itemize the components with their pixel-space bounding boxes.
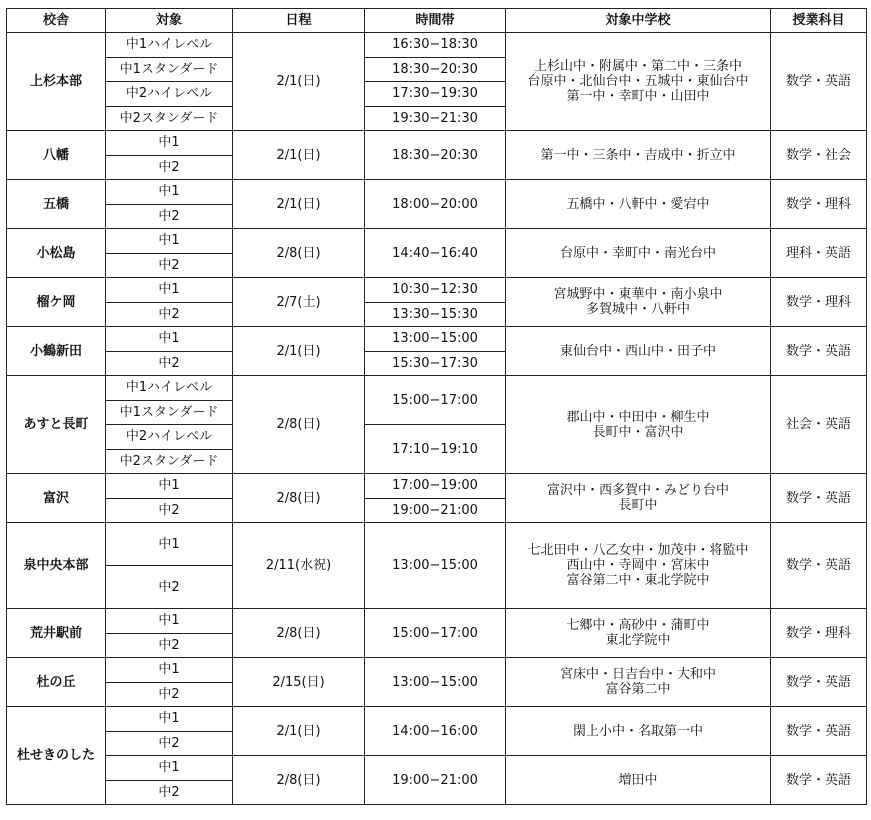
campus-cell: 上杉本部 [7, 33, 106, 131]
school-line: 東仙台中・西山中・田子中 [559, 343, 716, 359]
schools-cell [506, 327, 771, 376]
campus-cell: 小松島 [7, 229, 106, 278]
table-row [7, 376, 867, 401]
school-line: 宮床中・日吉台中・大和中 [559, 667, 716, 682]
school-line: 台原中・幸町中・南光台中 [559, 245, 716, 261]
time-cell: 18:00−20:00 [365, 180, 506, 229]
schools-cell [506, 609, 771, 658]
time-cell: 17:00−19:00 [365, 474, 506, 499]
target-cell: 中2スタンダード [106, 449, 233, 474]
school-line: 第一中・三条中・吉成中・折立中 [540, 147, 736, 163]
target-cell: 中1 [106, 180, 233, 205]
school-line: 長町中 [618, 498, 658, 513]
header-row [7, 9, 867, 33]
target-cell: 中2 [106, 253, 233, 278]
school-line: 七郷中・高砂中・蒲町中 [566, 618, 710, 633]
school-line: 富谷第二中 [605, 682, 671, 697]
school-line: 東北学院中 [605, 633, 671, 648]
table-row [7, 474, 867, 499]
time-cell: 16:30−18:30 [365, 33, 506, 58]
school-line: 第一中・幸町中・山田中 [566, 89, 710, 104]
header-campus: 校舎 [7, 9, 106, 33]
table-row [7, 33, 867, 58]
date-cell: 2/1(日) [233, 131, 365, 180]
campus-cell: 荒井駅前 [7, 609, 106, 658]
time-cell: 18:30−20:30 [365, 57, 506, 82]
time-cell: 13:00−15:00 [365, 523, 506, 609]
header-target: 対象 [106, 9, 233, 33]
time-cell: 19:00−21:00 [365, 756, 506, 805]
school-line: 七北田中・八乙女中・加茂中・将監中 [527, 543, 749, 558]
target-cell: 中1 [106, 474, 233, 499]
table-row [7, 707, 867, 732]
time-cell: 10:30−12:30 [365, 278, 506, 303]
schools-cell [506, 658, 771, 707]
target-cell: 中2ハイレベル [106, 425, 233, 450]
time-cell: 17:10−19:10 [365, 425, 506, 474]
campus-cell: 八幡 [7, 131, 106, 180]
time-cell: 17:30−19:30 [365, 82, 506, 107]
campus-cell: 小鶴新田 [7, 327, 106, 376]
target-cell: 中1 [106, 229, 233, 254]
school-line: 長町中・富沢中 [592, 424, 684, 440]
target-cell: 中1 [106, 756, 233, 781]
campus-cell: 富沢 [7, 474, 106, 523]
campus-cell: 杜の丘 [7, 658, 106, 707]
schools-cell [506, 33, 771, 131]
table-header [7, 9, 867, 33]
target-cell: 中2 [106, 302, 233, 327]
table-row [7, 278, 867, 303]
date-cell: 2/8(日) [233, 376, 365, 474]
subjects-cell: 数学・英語 [771, 327, 867, 376]
target-cell: 中1 [106, 523, 233, 566]
subjects-cell: 数学・理科 [771, 609, 867, 658]
target-cell: 中2 [106, 633, 233, 658]
target-cell: 中2 [106, 682, 233, 707]
table-row [7, 180, 867, 205]
target-cell: 中2 [106, 780, 233, 805]
target-cell: 中1 [106, 278, 233, 303]
subjects-cell: 理科・英語 [771, 229, 867, 278]
time-cell: 19:00−21:00 [365, 498, 506, 523]
table-row [7, 131, 867, 156]
schools-cell [506, 756, 771, 805]
subjects-cell: 数学・社会 [771, 131, 867, 180]
table-row [7, 756, 867, 781]
target-cell: 中1ハイレベル [106, 33, 233, 58]
table-row [7, 609, 867, 634]
subjects-cell: 数学・英語 [771, 33, 867, 131]
date-cell: 2/1(日) [233, 327, 365, 376]
campus-cell: 杜せきのした [7, 707, 106, 805]
subjects-cell: 数学・理科 [771, 180, 867, 229]
subjects-cell: 数学・英語 [771, 658, 867, 707]
school-line: 郡山中・中田中・柳生中 [566, 409, 710, 425]
campus-cell: 泉中央本部 [7, 523, 106, 609]
school-line: 台原中・北仙台中・五城中・東仙台中 [527, 74, 749, 89]
time-cell: 15:00−17:00 [365, 609, 506, 658]
target-cell: 中2ハイレベル [106, 82, 233, 107]
target-cell: 中2 [106, 204, 233, 229]
table-body [7, 33, 867, 805]
school-line: 増田中 [618, 772, 658, 788]
target-cell: 中2 [106, 731, 233, 756]
school-line: 富沢中・西多賀中・みどり台中 [546, 483, 729, 498]
schools-cell [506, 229, 771, 278]
schools-cell [506, 278, 771, 327]
date-cell: 2/15(日) [233, 658, 365, 707]
school-line: 上杉山中・附属中・第二中・三条中 [533, 59, 742, 74]
target-cell: 中1 [106, 609, 233, 634]
time-cell: 13:30−15:30 [365, 302, 506, 327]
target-cell: 中1 [106, 707, 233, 732]
school-line: 宮城野中・東華中・南小泉中 [553, 287, 723, 302]
subjects-cell: 数学・英語 [771, 474, 867, 523]
schools-cell [506, 180, 771, 229]
schools-cell [506, 131, 771, 180]
date-cell: 2/1(日) [233, 33, 365, 131]
target-cell: 中1 [106, 658, 233, 683]
target-cell: 中1スタンダード [106, 400, 233, 425]
time-cell: 19:30−21:30 [365, 106, 506, 131]
schedule-table [6, 8, 867, 805]
table-row [7, 523, 867, 566]
subjects-cell: 社会・英語 [771, 376, 867, 474]
table-row [7, 229, 867, 254]
target-cell: 中1 [106, 131, 233, 156]
time-cell: 14:40−16:40 [365, 229, 506, 278]
header-subjects: 授業科目 [771, 9, 867, 33]
time-cell: 13:00−15:00 [365, 658, 506, 707]
header-schools: 対象中学校 [506, 9, 771, 33]
date-cell: 2/11(水祝) [233, 523, 365, 609]
campus-cell: 五橋 [7, 180, 106, 229]
target-cell: 中2 [106, 498, 233, 523]
subjects-cell: 数学・理科 [771, 278, 867, 327]
time-cell: 14:00−16:00 [365, 707, 506, 756]
date-cell: 2/1(日) [233, 180, 365, 229]
date-cell: 2/8(日) [233, 609, 365, 658]
school-line: 多賀城中・八軒中 [585, 302, 690, 317]
time-cell: 15:00−17:00 [365, 376, 506, 425]
school-line: 閖上小中・名取第一中 [572, 723, 703, 739]
date-cell: 2/8(日) [233, 756, 365, 805]
time-cell: 18:30−20:30 [365, 131, 506, 180]
header-date: 日程 [233, 9, 365, 33]
schools-cell [506, 474, 771, 523]
subjects-cell: 数学・英語 [771, 523, 867, 609]
table-row [7, 327, 867, 352]
target-cell: 中1スタンダード [106, 57, 233, 82]
date-cell: 2/8(日) [233, 229, 365, 278]
subjects-cell: 数学・英語 [771, 707, 867, 756]
header-time: 時間帯 [365, 9, 506, 33]
date-cell: 2/8(日) [233, 474, 365, 523]
school-line: 五橋中・八軒中・愛宕中 [566, 196, 710, 212]
campus-cell: 榴ケ岡 [7, 278, 106, 327]
table-row [7, 658, 867, 683]
target-cell: 中1 [106, 327, 233, 352]
schools-cell [506, 376, 771, 474]
school-line: 西山中・寺岡中・宮床中 [566, 558, 710, 573]
subjects-cell: 数学・英語 [771, 756, 867, 805]
schools-cell [506, 707, 771, 756]
schools-cell [506, 523, 771, 609]
date-cell: 2/1(日) [233, 707, 365, 756]
target-cell: 中1ハイレベル [106, 376, 233, 401]
date-cell: 2/7(土) [233, 278, 365, 327]
target-cell: 中2 [106, 566, 233, 609]
target-cell: 中2 [106, 155, 233, 180]
target-cell: 中2 [106, 351, 233, 376]
campus-cell: あすと長町 [7, 376, 106, 474]
school-line: 富谷第二中・東北学院中 [566, 573, 710, 588]
time-cell: 13:00−15:00 [365, 327, 506, 352]
target-cell: 中2スタンダード [106, 106, 233, 131]
time-cell: 15:30−17:30 [365, 351, 506, 376]
